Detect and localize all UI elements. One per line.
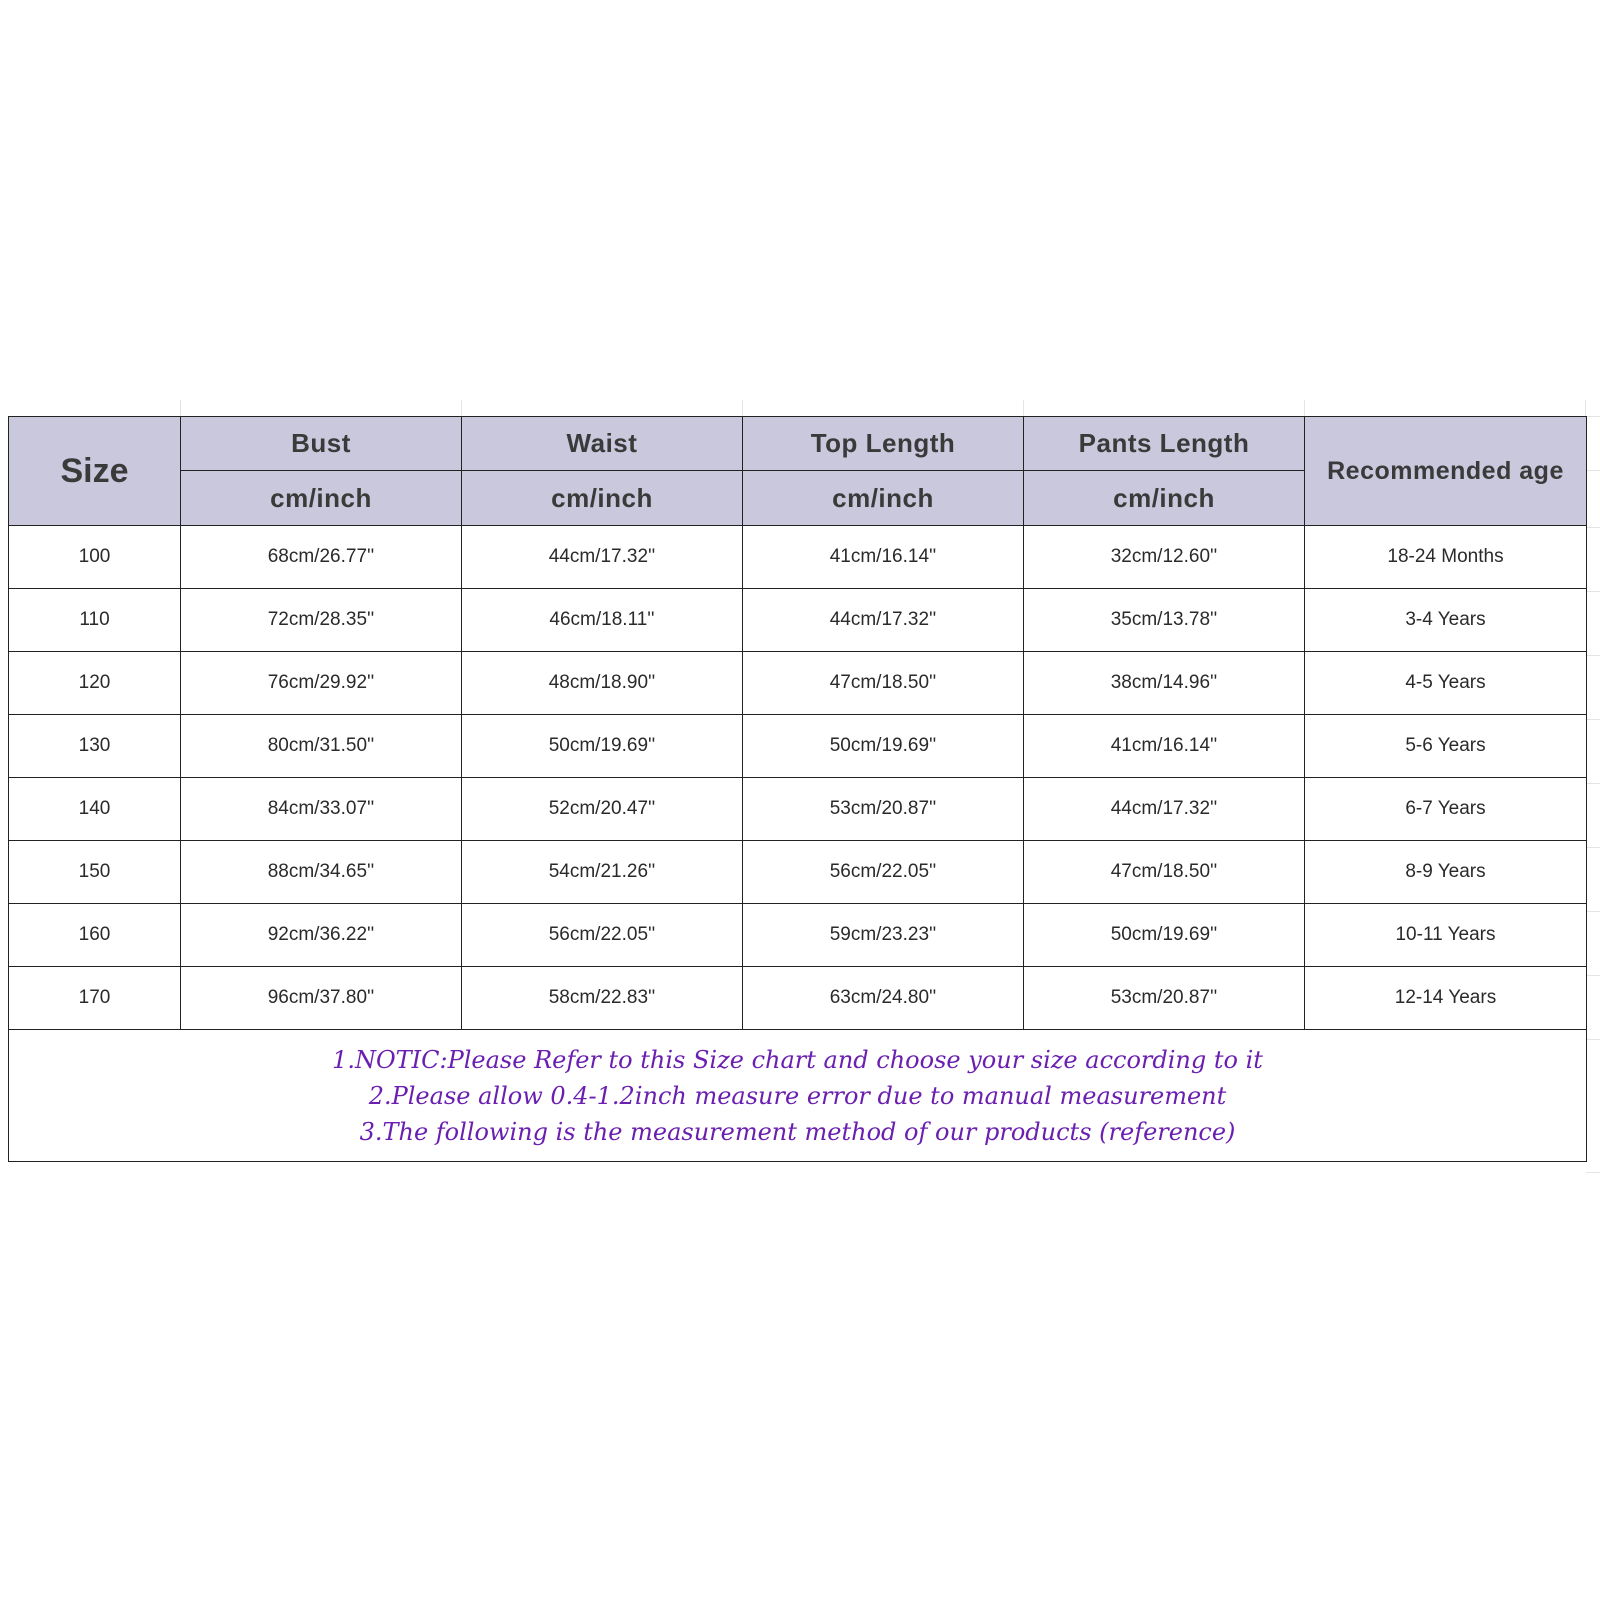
cell-age: 5-6 Years (1305, 715, 1587, 778)
cell-bust: 72cm/28.35'' (181, 589, 462, 652)
cell-age: 12-14 Years (1305, 967, 1587, 1030)
table-row (9, 778, 1587, 841)
cell-top-length: 47cm/18.50'' (743, 652, 1024, 715)
cell-size: 120 (9, 652, 181, 715)
table-row (9, 904, 1587, 967)
header-waist: Waist (462, 417, 743, 471)
cell-top-length: 50cm/19.69'' (743, 715, 1024, 778)
cell-waist: 54cm/21.26'' (462, 841, 743, 904)
note-line-2: 2.Please allow 0.4-1.2inch measure error due to manual measurement (368, 1081, 1227, 1110)
header-waist-unit: cm/inch (462, 471, 743, 526)
cell-waist: 52cm/20.47'' (462, 778, 743, 841)
table-row (9, 652, 1587, 715)
cell-bust: 92cm/36.22'' (181, 904, 462, 967)
table-row (9, 589, 1587, 652)
header-bust-unit: cm/inch (181, 471, 462, 526)
cell-size: 140 (9, 778, 181, 841)
cell-pants-length: 47cm/18.50'' (1024, 841, 1305, 904)
table-row (9, 841, 1587, 904)
cell-bust: 68cm/26.77'' (181, 526, 462, 589)
cell-pants-length: 41cm/16.14'' (1024, 715, 1305, 778)
cell-waist: 50cm/19.69'' (462, 715, 743, 778)
cell-age: 18-24 Months (1305, 526, 1587, 589)
cell-waist: 48cm/18.90'' (462, 652, 743, 715)
cell-size: 130 (9, 715, 181, 778)
note-line-1: 1.NOTIC:Please Refer to this Size chart and choose your size according to it (332, 1045, 1263, 1074)
note-line-3: 3.The following is the measurement method of our products (reference) (359, 1117, 1236, 1146)
size-chart-table (8, 416, 1587, 1162)
cell-pants-length: 53cm/20.87'' (1024, 967, 1305, 1030)
header-bust: Bust (181, 417, 462, 471)
cell-pants-length: 38cm/14.96'' (1024, 652, 1305, 715)
cell-size: 170 (9, 967, 181, 1030)
header-pants-length: Pants Length (1024, 417, 1305, 471)
cell-waist: 46cm/18.11'' (462, 589, 743, 652)
cell-bust: 84cm/33.07'' (181, 778, 462, 841)
cell-size: 150 (9, 841, 181, 904)
header-size: Size (9, 417, 181, 526)
cell-size: 110 (9, 589, 181, 652)
cell-top-length: 53cm/20.87'' (743, 778, 1024, 841)
cell-size: 160 (9, 904, 181, 967)
cell-bust: 76cm/29.92'' (181, 652, 462, 715)
cell-age: 6-7 Years (1305, 778, 1587, 841)
cell-pants-length: 44cm/17.32'' (1024, 778, 1305, 841)
header-recommended-age: Recommended age (1305, 417, 1587, 526)
cell-age: 4-5 Years (1305, 652, 1587, 715)
cell-bust: 96cm/37.80'' (181, 967, 462, 1030)
cell-waist: 44cm/17.32'' (462, 526, 743, 589)
cell-pants-length: 32cm/12.60'' (1024, 526, 1305, 589)
cell-bust: 88cm/34.65'' (181, 841, 462, 904)
header-pants-length-unit: cm/inch (1024, 471, 1305, 526)
cell-pants-length: 50cm/19.69'' (1024, 904, 1305, 967)
cell-size: 100 (9, 526, 181, 589)
table-row (9, 526, 1587, 589)
cell-top-length: 63cm/24.80'' (743, 967, 1024, 1030)
table-row (9, 967, 1587, 1030)
cell-age: 8-9 Years (1305, 841, 1587, 904)
cell-top-length: 59cm/23.23'' (743, 904, 1024, 967)
cell-waist: 58cm/22.83'' (462, 967, 743, 1030)
cell-top-length: 56cm/22.05'' (743, 841, 1024, 904)
cell-bust: 80cm/31.50'' (181, 715, 462, 778)
cell-top-length: 44cm/17.32'' (743, 589, 1024, 652)
cell-age: 10-11 Years (1305, 904, 1587, 967)
cell-age: 3-4 Years (1305, 589, 1587, 652)
cell-pants-length: 35cm/13.78'' (1024, 589, 1305, 652)
cell-top-length: 41cm/16.14'' (743, 526, 1024, 589)
cell-waist: 56cm/22.05'' (462, 904, 743, 967)
table-row (9, 715, 1587, 778)
header-top-length: Top Length (743, 417, 1024, 471)
header-top-length-unit: cm/inch (743, 471, 1024, 526)
notes-section (9, 1030, 1587, 1162)
